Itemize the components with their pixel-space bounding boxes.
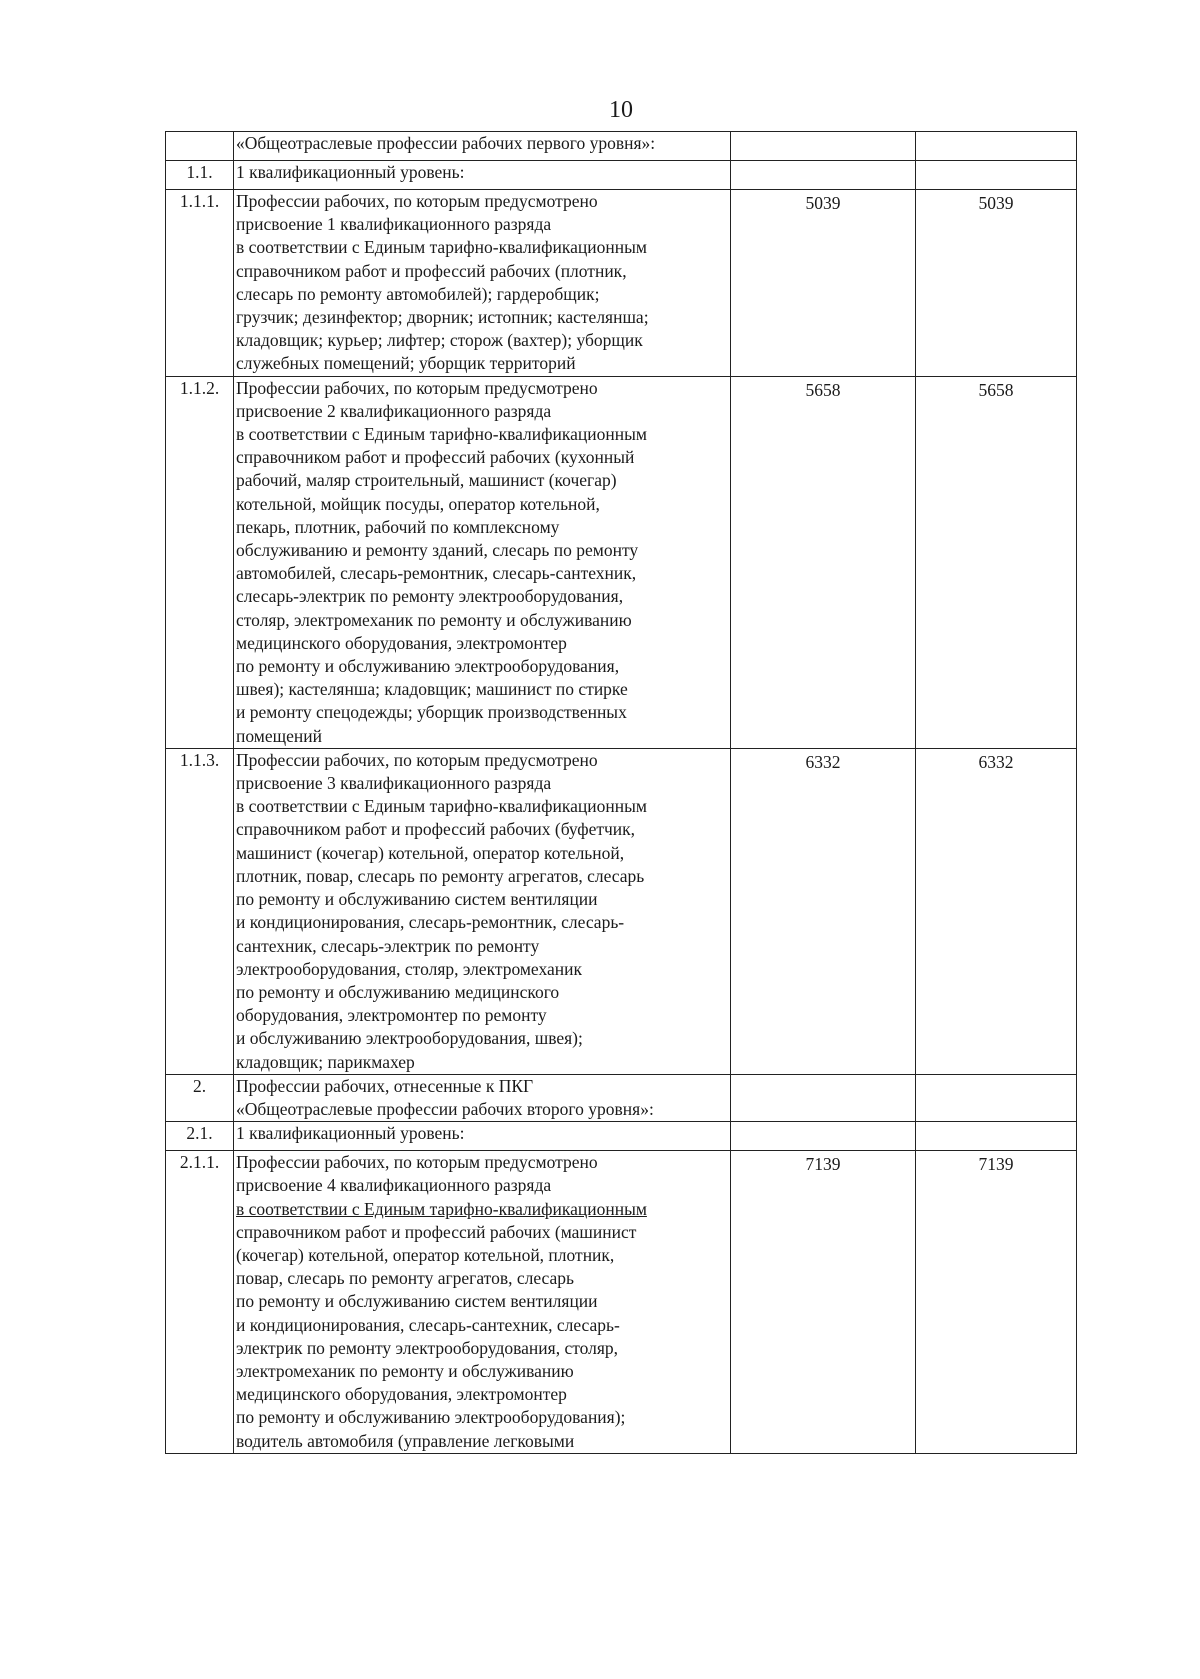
row-value-1: 7139 bbox=[731, 1151, 916, 1454]
table-row bbox=[166, 376, 1077, 748]
row-number bbox=[166, 132, 234, 161]
row-description: Профессии рабочих, отнесенные к ПКГ «Общеотраслевые профессии рабочих второго уровня»: bbox=[234, 1074, 731, 1121]
row-value-2 bbox=[916, 132, 1077, 161]
row-description: 1 квалификационный уровень: bbox=[234, 161, 731, 190]
row-value-1: 5658 bbox=[731, 376, 916, 748]
row-description: Профессии рабочих, по которым предусмотрено присвоение 4 квалификационного разряда в соответствии с Единым тарифно-квалификационным справочником работ и профессий рабочих (машинист (кочегар) котельной, оператор котельной, плотник, повар, слесарь по ремонту агрегатов, слесарь по ремонту и обслуживанию систем вентиляции и кондиционирования, слесарь-сантехник, слесарь- электрик по ремонту электрооборудования, столяр, электромеханик по ремонту и обслуживанию медицинского оборудования, электромонтер по ремонту и обслуживанию электрооборудования); водитель автомобиля (управление легковыми bbox=[234, 1151, 731, 1454]
salary-table bbox=[165, 131, 1077, 1454]
table-row bbox=[166, 132, 1077, 161]
row-description: «Общеотраслевые профессии рабочих первого уровня»: bbox=[234, 132, 731, 161]
row-description: 1 квалификационный уровень: bbox=[234, 1122, 731, 1151]
row-number: 1.1.2. bbox=[166, 376, 234, 748]
row-number: 2.1. bbox=[166, 1122, 234, 1151]
row-value-2: 5039 bbox=[916, 190, 1077, 377]
row-value-2 bbox=[916, 1074, 1077, 1121]
row-value-1: 6332 bbox=[731, 748, 916, 1074]
row-number: 1.1.3. bbox=[166, 748, 234, 1074]
row-value-1: 5039 bbox=[731, 190, 916, 377]
row-description: Профессии рабочих, по которым предусмотрено присвоение 3 квалификационного разряда в соответствии с Единым тарифно-квалификационным справочником работ и профессий рабочих (буфетчик, машинист (кочегар) котельной, оператор котельной, плотник, повар, слесарь по ремонту агрегатов, слесарь по ремонту и обслуживанию систем вентиляции и кондиционирования, слесарь-ремонтник, слесарь- сантехник, слесарь-электрик по ремонту электрооборудования, столяр, электромеханик по ремонту и обслуживанию медицинского оборудования, электромонтер по ремонту и обслуживанию электрооборудования, швея); кладовщик; парикмахер bbox=[234, 748, 731, 1074]
page-number: 10 bbox=[609, 97, 633, 123]
row-description: Профессии рабочих, по которым предусмотрено присвоение 1 квалификационного разряда в соответствии с Единым тарифно-квалификационным справочником работ и профессий рабочих (плотник, слесарь по ремонту автомобилей); гардеробщик; грузчик; дезинфектор; дворник; истопник; кастелянша; кладовщик; курьер; лифтер; сторож (вахтер); уборщик служебных помещений; уборщик территорий bbox=[234, 190, 731, 377]
row-number: 2.1.1. bbox=[166, 1151, 234, 1454]
row-value-1 bbox=[731, 161, 916, 190]
row-value-1 bbox=[731, 1122, 916, 1151]
row-number: 1.1.1. bbox=[166, 190, 234, 377]
table-row bbox=[166, 1122, 1077, 1151]
row-value-2: 7139 bbox=[916, 1151, 1077, 1454]
table-row bbox=[166, 190, 1077, 377]
table-row bbox=[166, 1151, 1077, 1454]
row-value-2: 5658 bbox=[916, 376, 1077, 748]
row-number: 1.1. bbox=[166, 161, 234, 190]
row-value-2 bbox=[916, 1122, 1077, 1151]
row-description: Профессии рабочих, по которым предусмотрено присвоение 2 квалификационного разряда в соответствии с Единым тарифно-квалификационным справочником работ и профессий рабочих (кухонный рабочий, маляр строительный, машинист (кочегар) котельной, мойщик посуды, оператор котельной, пекарь, плотник, рабочий по комплексному обслуживанию и ремонту зданий, слесарь по ремонту автомобилей, слесарь-ремонтник, слесарь-сантехник, слесарь-электрик по ремонту электрооборудования, столяр, электромеханик по ремонту и обслуживанию медицинского оборудования, электромонтер по ремонту и обслуживанию электрооборудования, швея); кастелянша; кладовщик; машинист по стирке и ремонту спецодежды; уборщик производственных помещений bbox=[234, 376, 731, 748]
row-number: 2. bbox=[166, 1074, 234, 1121]
row-value-2 bbox=[916, 161, 1077, 190]
table-row bbox=[166, 748, 1077, 1074]
row-value-1 bbox=[731, 1074, 916, 1121]
table-row bbox=[166, 161, 1077, 190]
row-value-2: 6332 bbox=[916, 748, 1077, 1074]
row-value-1 bbox=[731, 132, 916, 161]
table-row bbox=[166, 1074, 1077, 1121]
